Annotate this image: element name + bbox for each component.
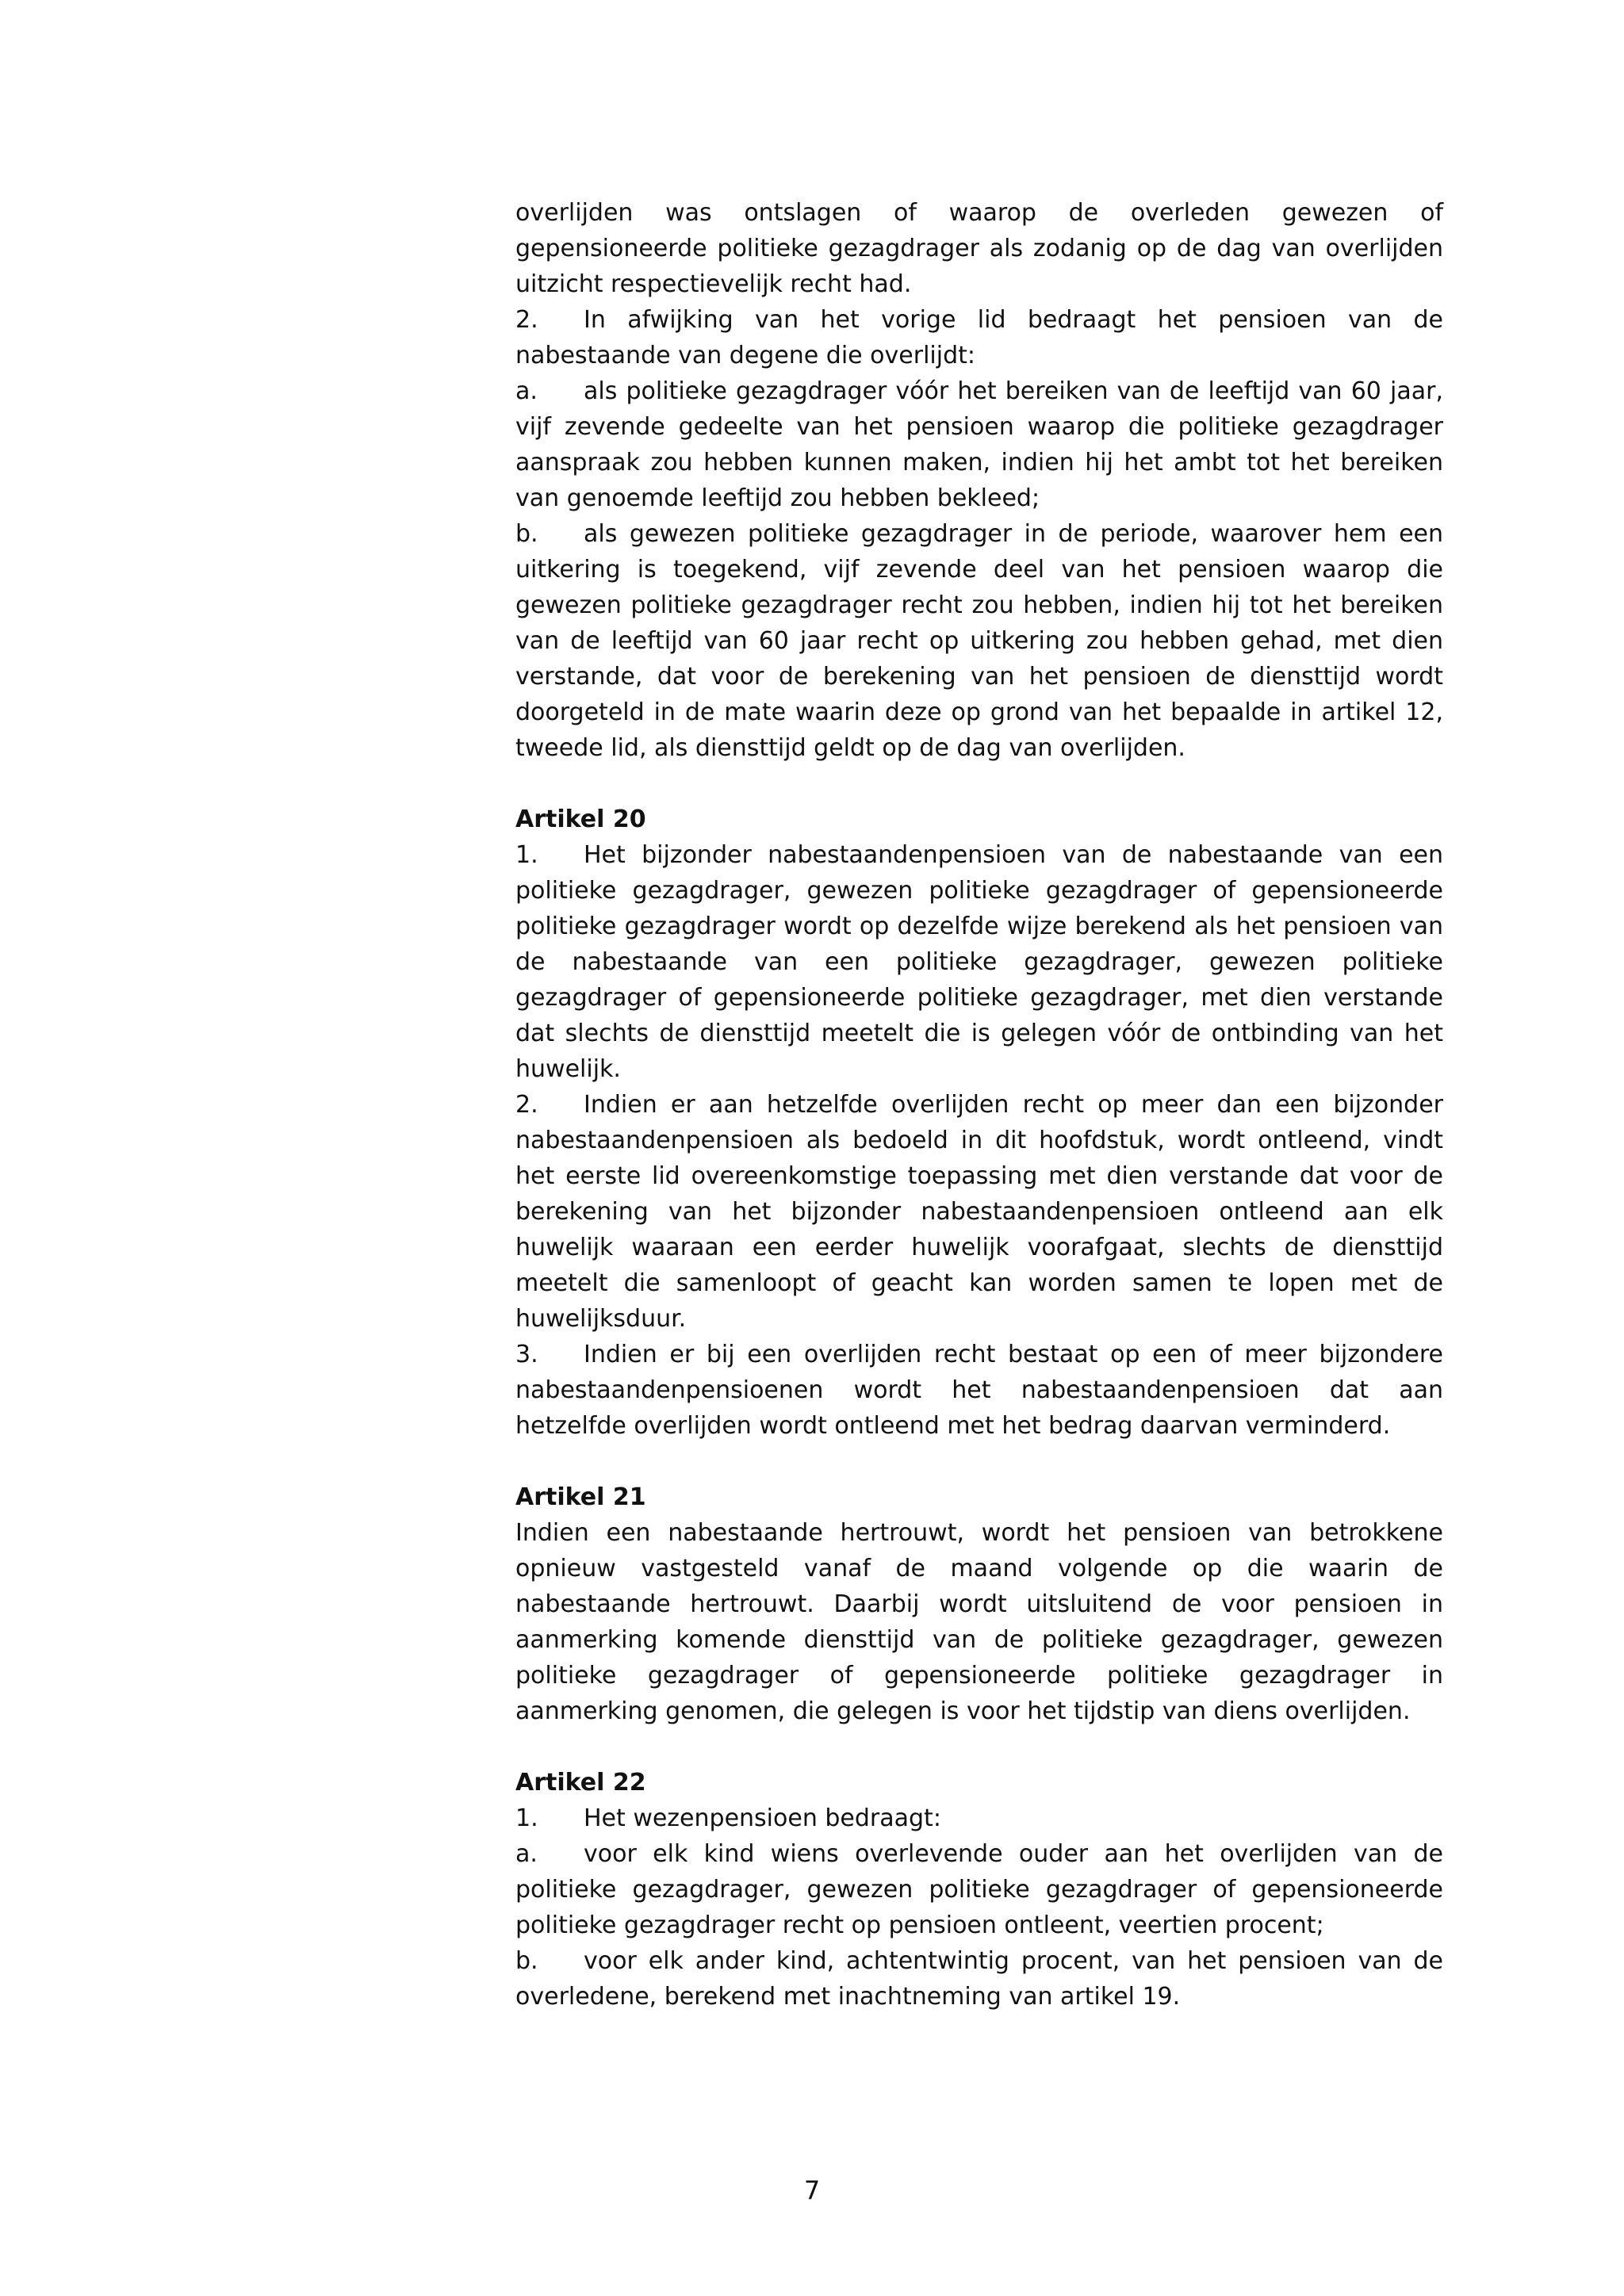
art22-paragraph-1b [515,1943,1443,2015]
paragraph-marker: b. [515,520,538,548]
continuation-paragraph [515,195,1443,302]
art20-paragraph-2 [515,1087,1443,1337]
art19-paragraph-2 [515,302,1443,373]
paragraph-text: In afwijking van het vorige lid bedraagt het pensioen van de nabestaande van degene die overlijdt: [515,306,1443,369]
art20-paragraph-1 [515,837,1443,1087]
paragraph-text: voor elk ander kind, achtentwintig procent, van het pensioen van de overledene, berekend met inachtneming van artikel 19. [515,1947,1443,2011]
paragraph-marker: a. [515,1840,538,1868]
art22-paragraph-1 [515,1800,1443,1836]
document-body [515,195,1443,2015]
paragraph-text: Indien er bij een overlijden recht bestaat op een of meer bijzondere nabestaandenpensioenen wordt het nabestaandenpensioen dat aan hetzelfde overlijden wordt ontleend met het bedrag daarvan verminderd. [515,1341,1443,1440]
paragraph-text: Indien een nabestaande hertrouwt, wordt het pensioen van betrokkene opnieuw vastgesteld vanaf de maand volgende op die waarin de nabestaande hertrouwt. Daarbij wordt uitsluitend de voor pensioen in aanmerking komende diensttijd van de politieke gezagdrager, gewezen politieke gezagdrager of gepensioneerde politieke gezagdrager in aanmerking genomen, die gelegen is voor het tijdstip van diens overlijden. [515,1519,1443,1725]
paragraph-marker: a. [515,377,538,405]
art21-paragraph [515,1515,1443,1729]
paragraph-marker: 1. [515,1804,538,1832]
art20-heading: Artikel 20 [515,806,646,833]
art19-paragraph-2a [515,373,1443,516]
paragraph-text: als gewezen politieke gezagdrager in de periode, waarover hem een uitkering is toegekend, vijf zevende deel van het pensioen waarop die gewezen politieke gezagdrager recht zou hebben, indien hij tot het bereiken van de leeftijd van 60 jaar recht op uitkering zou hebben gehad, met dien verstande, dat voor de berekening van het pensioen de diensttijd wordt doorgeteld in de mate waarin deze op grond van het bepaalde in artikel 12, tweede lid, als diensttijd geldt op de dag van overlijden. [515,520,1443,762]
paragraph-marker: b. [515,1947,538,1975]
page-number: 7 [803,2175,821,2206]
continuation-text: overlijden was ontslagen of waarop de overleden gewezen of gepensioneerde politieke gezagdrager als zodanig op de dag van overlijden uitzicht respectievelijk recht had. [515,199,1443,298]
paragraph-text: Het wezenpensioen bedraagt: [584,1804,941,1832]
paragraph-text: Het bijzonder nabestaandenpensioen van de nabestaande van een politieke gezagdrager, gewezen politieke gezagdrager of gepensioneerde politieke gezagdrager wordt op dezelfde wijze berekend als het pensioen van de nabestaande van een politieke gezagdrager, gewezen politieke gezagdrager of gepensioneerde politieke gezagdrager, met dien verstande dat slechts de diensttijd meetelt die is gelegen vóór de ontbinding van het huwelijk. [515,841,1443,1083]
paragraph-marker: 3. [515,1341,538,1368]
art22-paragraph-1a [515,1836,1443,1943]
art19-paragraph-2b [515,516,1443,766]
paragraph-text: als politieke gezagdrager vóór het bereiken van de leeftijd van 60 jaar, vijf zevende gedeelte van het pensioen waarop die politieke gezagdrager aanspraak zou hebben kunnen maken, indien hij het ambt tot het bereiken van genoemde leeftijd zou hebben bekleed; [515,377,1443,512]
art20-paragraph-3 [515,1337,1443,1444]
paragraph-marker: 2. [515,306,538,334]
paragraph-text: Indien er aan hetzelfde overlijden recht op meer dan een bijzonder nabestaandenpensioen als bedoeld in dit hoofdstuk, wordt ontleend, vindt het eerste lid overeenkomstige toepassing met dien verstande dat voor de berekening van het bijzonder nabestaandenpensioen ontleend aan elk huwelijk waaraan een eerder huwelijk voorafgaat, slechts de diensttijd meetelt die samenloopt of geacht kan worden samen te lopen met de huwelijksduur. [515,1091,1443,1333]
paragraph-marker: 2. [515,1091,538,1119]
paragraph-text: voor elk kind wiens overlevende ouder aan het overlijden van de politieke gezagdrager, gewezen politieke gezagdrager of gepensioneerde politieke gezagdrager recht op pensioen ontleent, veertien procent; [515,1840,1443,1939]
art22-heading: Artikel 22 [515,1769,646,1797]
art21-heading: Artikel 21 [515,1483,646,1511]
paragraph-marker: 1. [515,841,538,869]
